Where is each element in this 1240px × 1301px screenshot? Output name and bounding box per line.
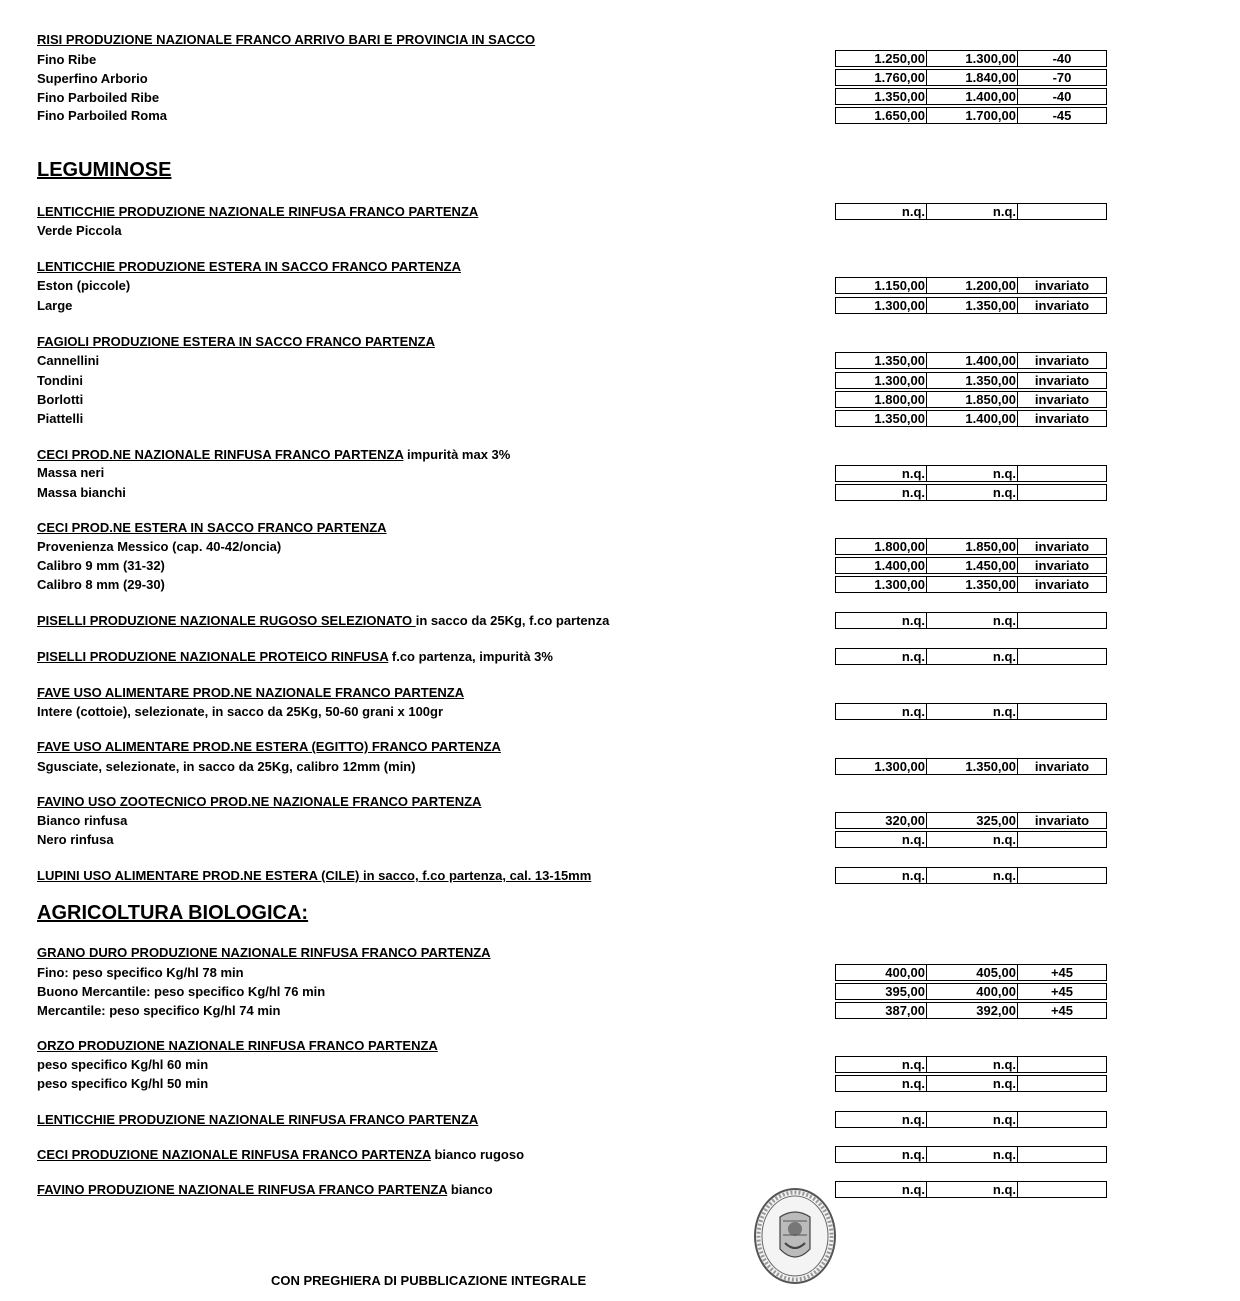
- price-min: n.q.: [836, 832, 927, 847]
- price-variation: -40: [1052, 89, 1072, 104]
- price-variation: [1018, 485, 1106, 500]
- price-row: [835, 391, 1107, 408]
- section-title-fagioli: FAGIOLI PRODUZIONE ESTERA IN SACCO FRANCO PARTENZA: [37, 334, 435, 349]
- price-min: 395,00: [836, 984, 927, 999]
- section-title-fave-naz: FAVE USO ALIMENTARE PROD.NE NAZIONALE FRANCO PARTENZA: [37, 685, 465, 700]
- price-max: 405,00: [927, 965, 1018, 980]
- price-variation: [1018, 613, 1106, 628]
- price-row: [835, 50, 1107, 67]
- price-max: n.q.: [927, 868, 1018, 883]
- price-variation: -45: [1052, 108, 1072, 123]
- price-row: [835, 538, 1107, 555]
- price-variation: invariato: [1034, 353, 1090, 368]
- price-max: 1.700,00: [927, 108, 1018, 123]
- price-max: 1.350,00: [927, 298, 1018, 313]
- row-label: Tondini: [37, 373, 83, 388]
- row-label: Fino Parboiled Ribe: [37, 90, 160, 105]
- section-title-ceci-naz: [37, 447, 510, 463]
- section-note: impurità max 3%: [403, 447, 511, 462]
- price-min: 320,00: [836, 813, 927, 828]
- section-title-grano-bio: GRANO DURO PRODUZIONE NAZIONALE RINFUSA FRANCO PARTENZA: [37, 945, 491, 960]
- price-variation: [1018, 649, 1106, 664]
- price-min: 1.350,00: [836, 411, 927, 426]
- row-label: Piattelli: [37, 411, 84, 426]
- row-label: Cannellini: [37, 353, 100, 368]
- price-variation: [1018, 1112, 1106, 1127]
- price-row: [835, 1056, 1107, 1073]
- price-min: 1.800,00: [836, 539, 927, 554]
- section-title-orzo-bio: ORZO PRODUZIONE NAZIONALE RINFUSA FRANCO PARTENZA: [37, 1038, 438, 1053]
- row-label: Intere (cottoie), selezionate, in sacco da 25Kg, 50-60 grani x 100gr: [37, 704, 444, 719]
- row-label: Borlotti: [37, 392, 84, 407]
- price-variation: [1018, 204, 1106, 219]
- price-max: 392,00: [927, 1003, 1018, 1018]
- price-row: [835, 867, 1107, 884]
- price-row: [835, 964, 1107, 981]
- price-variation: [1018, 1076, 1106, 1091]
- section-title-text: PISELLI PRODUZIONE NAZIONALE RUGOSO SELEZIONATO: [37, 613, 416, 628]
- price-variation: [1018, 832, 1106, 847]
- row-label: Eston (piccole): [37, 278, 131, 293]
- price-min: 387,00: [836, 1003, 927, 1018]
- section-title-piselli-rugoso: [37, 613, 609, 629]
- row-label: Large: [37, 298, 73, 313]
- price-row: [835, 352, 1107, 369]
- section-title-ceci-bio: [37, 1147, 524, 1163]
- price-max: n.q.: [927, 649, 1018, 664]
- price-min: 1.300,00: [836, 373, 927, 388]
- price-variation: invariato: [1034, 759, 1090, 774]
- price-row: [835, 576, 1107, 593]
- price-row: [835, 557, 1107, 574]
- price-row: [835, 1075, 1107, 1092]
- price-max: 1.850,00: [927, 539, 1018, 554]
- price-row: [835, 107, 1107, 124]
- row-label: Bianco rinfusa: [37, 813, 128, 828]
- seal-icon: [753, 1187, 837, 1285]
- price-min: 1.250,00: [836, 51, 927, 66]
- section-title-lenticchie-bio: LENTICCHIE PRODUZIONE NAZIONALE RINFUSA FRANCO PARTENZA: [37, 1112, 479, 1127]
- price-max: n.q.: [927, 1147, 1018, 1162]
- section-note: bianco: [447, 1182, 493, 1197]
- price-variation: [1018, 466, 1106, 481]
- price-variation: [1018, 1057, 1106, 1072]
- price-min: n.q.: [836, 204, 927, 219]
- price-max: 1.350,00: [927, 759, 1018, 774]
- price-max: 1.300,00: [927, 51, 1018, 66]
- price-min: n.q.: [836, 485, 927, 500]
- price-variation: +45: [1050, 984, 1074, 999]
- price-max: n.q.: [927, 1057, 1018, 1072]
- price-max: 400,00: [927, 984, 1018, 999]
- price-row: [835, 69, 1107, 86]
- price-variation: invariato: [1034, 411, 1090, 426]
- price-variation: invariato: [1034, 392, 1090, 407]
- price-variation: [1018, 1182, 1106, 1197]
- price-variation: invariato: [1034, 373, 1090, 388]
- row-label: peso specifico Kg/hl 60 min: [37, 1057, 209, 1072]
- row-label: Fino Ribe: [37, 52, 97, 67]
- section-title-text: CECI PROD.NE NAZIONALE RINFUSA FRANCO PARTENZA: [37, 447, 404, 462]
- row-label: Buono Mercantile: peso specifico Kg/hl 76 min: [37, 984, 326, 999]
- price-variation: +45: [1050, 965, 1074, 980]
- price-max: n.q.: [927, 1076, 1018, 1091]
- section-title-text: FAVINO PRODUZIONE NAZIONALE RINFUSA FRANCO PARTENZA: [37, 1182, 448, 1197]
- price-min: 400,00: [836, 965, 927, 980]
- price-min: n.q.: [836, 613, 927, 628]
- price-row: [835, 612, 1107, 629]
- price-row: [835, 831, 1107, 848]
- price-row: [835, 758, 1107, 775]
- price-row: [835, 410, 1107, 427]
- price-max: n.q.: [927, 832, 1018, 847]
- price-row: [835, 203, 1107, 220]
- price-min: n.q.: [836, 1112, 927, 1127]
- price-max: n.q.: [927, 204, 1018, 219]
- price-row: [835, 88, 1107, 105]
- row-label: Fino Parboiled Roma: [37, 108, 168, 123]
- row-label: Calibro 9 mm (31-32): [37, 558, 165, 573]
- price-row: [835, 1146, 1107, 1163]
- price-min: 1.800,00: [836, 392, 927, 407]
- section-note: bianco rugoso: [430, 1147, 525, 1162]
- price-max: 325,00: [927, 813, 1018, 828]
- price-min: 1.760,00: [836, 70, 927, 85]
- price-min: 1.400,00: [836, 558, 927, 573]
- row-label: Nero rinfusa: [37, 832, 114, 847]
- section-title-favino-bio: [37, 1182, 493, 1198]
- price-min: 1.300,00: [836, 759, 927, 774]
- price-variation: [1018, 1147, 1106, 1162]
- price-row: [835, 983, 1107, 1000]
- price-min: n.q.: [836, 1182, 927, 1197]
- price-max: 1.400,00: [927, 353, 1018, 368]
- section-title-lupini: LUPINI USO ALIMENTARE PROD.NE ESTERA (CILE) in sacco, f.co partenza, cal. 13-15mm: [37, 868, 592, 883]
- price-row: [835, 484, 1107, 501]
- row-label: Calibro 8 mm (29-30): [37, 577, 165, 592]
- price-min: 1.300,00: [836, 298, 927, 313]
- price-min: 1.350,00: [836, 89, 927, 104]
- price-variation: invariato: [1034, 298, 1090, 313]
- price-max: 1.200,00: [927, 278, 1018, 293]
- price-variation: invariato: [1034, 558, 1090, 573]
- price-min: n.q.: [836, 649, 927, 664]
- price-row: [835, 465, 1107, 482]
- price-min: 1.150,00: [836, 278, 927, 293]
- price-max: n.q.: [927, 704, 1018, 719]
- price-min: n.q.: [836, 1147, 927, 1162]
- section-title-text: PISELLI PRODUZIONE NAZIONALE PROTEICO RINFUSA: [37, 649, 389, 664]
- price-row: [835, 812, 1107, 829]
- section-title-fave-est: FAVE USO ALIMENTARE PROD.NE ESTERA (EGITTO) FRANCO PARTENZA: [37, 739, 501, 754]
- row-label: peso specifico Kg/hl 50 min: [37, 1076, 209, 1091]
- price-max: 1.350,00: [927, 373, 1018, 388]
- price-row: [835, 1111, 1107, 1128]
- price-max: 1.400,00: [927, 89, 1018, 104]
- price-max: n.q.: [927, 1182, 1018, 1197]
- price-variation: -70: [1052, 70, 1072, 85]
- price-max: n.q.: [927, 485, 1018, 500]
- section-title-piselli-proteico: [37, 649, 553, 665]
- price-min: 1.300,00: [836, 577, 927, 592]
- price-min: n.q.: [836, 704, 927, 719]
- price-row: [835, 297, 1107, 314]
- section-note: in sacco da 25Kg, f.co partenza: [415, 613, 610, 628]
- heading-agricoltura-biologica: AGRICOLTURA BIOLOGICA:: [37, 902, 309, 924]
- price-variation: invariato: [1034, 539, 1090, 554]
- row-label: Fino: peso specifico Kg/hl 78 min: [37, 965, 244, 980]
- price-variation: invariato: [1034, 278, 1090, 293]
- section-title-risi: RISI PRODUZIONE NAZIONALE FRANCO ARRIVO BARI E PROVINCIA IN SACCO: [37, 32, 536, 47]
- section-title-lenticchie-naz: LENTICCHIE PRODUZIONE NAZIONALE RINFUSA FRANCO PARTENZA: [37, 204, 479, 219]
- footer-note: CON PREGHIERA DI PUBBLICAZIONE INTEGRALE: [271, 1273, 587, 1288]
- price-min: 1.650,00: [836, 108, 927, 123]
- price-min: n.q.: [836, 1076, 927, 1091]
- row-label: Massa neri: [37, 465, 105, 480]
- price-variation: [1018, 868, 1106, 883]
- price-variation: +45: [1050, 1003, 1074, 1018]
- row-label: Massa bianchi: [37, 485, 126, 500]
- price-row: [835, 648, 1107, 665]
- price-max: n.q.: [927, 613, 1018, 628]
- section-note: f.co partenza, impurità 3%: [388, 649, 553, 664]
- row-label: Mercantile: peso specifico Kg/hl 74 min: [37, 1003, 281, 1018]
- heading-leguminose: LEGUMINOSE: [37, 159, 172, 181]
- section-title-text: CECI PRODUZIONE NAZIONALE RINFUSA FRANCO PARTENZA: [37, 1147, 431, 1162]
- price-variation: invariato: [1034, 577, 1090, 592]
- price-variation: -40: [1052, 51, 1072, 66]
- price-max: 1.350,00: [927, 577, 1018, 592]
- price-max: 1.850,00: [927, 392, 1018, 407]
- price-min: 1.350,00: [836, 353, 927, 368]
- price-row: [835, 1002, 1107, 1019]
- row-label: Verde Piccola: [37, 223, 122, 238]
- price-row: [835, 372, 1107, 389]
- section-title-ceci-est: CECI PROD.NE ESTERA IN SACCO FRANCO PARTENZA: [37, 520, 387, 535]
- row-label: Provenienza Messico (cap. 40-42/oncia): [37, 539, 282, 554]
- price-row: [835, 703, 1107, 720]
- price-row: [835, 277, 1107, 294]
- price-max: n.q.: [927, 1112, 1018, 1127]
- section-title-favino: FAVINO USO ZOOTECNICO PROD.NE NAZIONALE FRANCO PARTENZA: [37, 794, 482, 809]
- row-label: Superfino Arborio: [37, 71, 148, 86]
- price-max: 1.400,00: [927, 411, 1018, 426]
- price-max: 1.840,00: [927, 70, 1018, 85]
- price-variation: invariato: [1034, 813, 1090, 828]
- section-title-lenticchie-est: LENTICCHIE PRODUZIONE ESTERA IN SACCO FRANCO PARTENZA: [37, 259, 461, 274]
- price-min: n.q.: [836, 466, 927, 481]
- price-min: n.q.: [836, 868, 927, 883]
- row-label: Sgusciate, selezionate, in sacco da 25Kg, calibro 12mm (min): [37, 759, 416, 774]
- price-variation: [1018, 704, 1106, 719]
- price-max: n.q.: [927, 466, 1018, 481]
- price-min: n.q.: [836, 1057, 927, 1072]
- price-row: [835, 1181, 1107, 1198]
- price-max: 1.450,00: [927, 558, 1018, 573]
